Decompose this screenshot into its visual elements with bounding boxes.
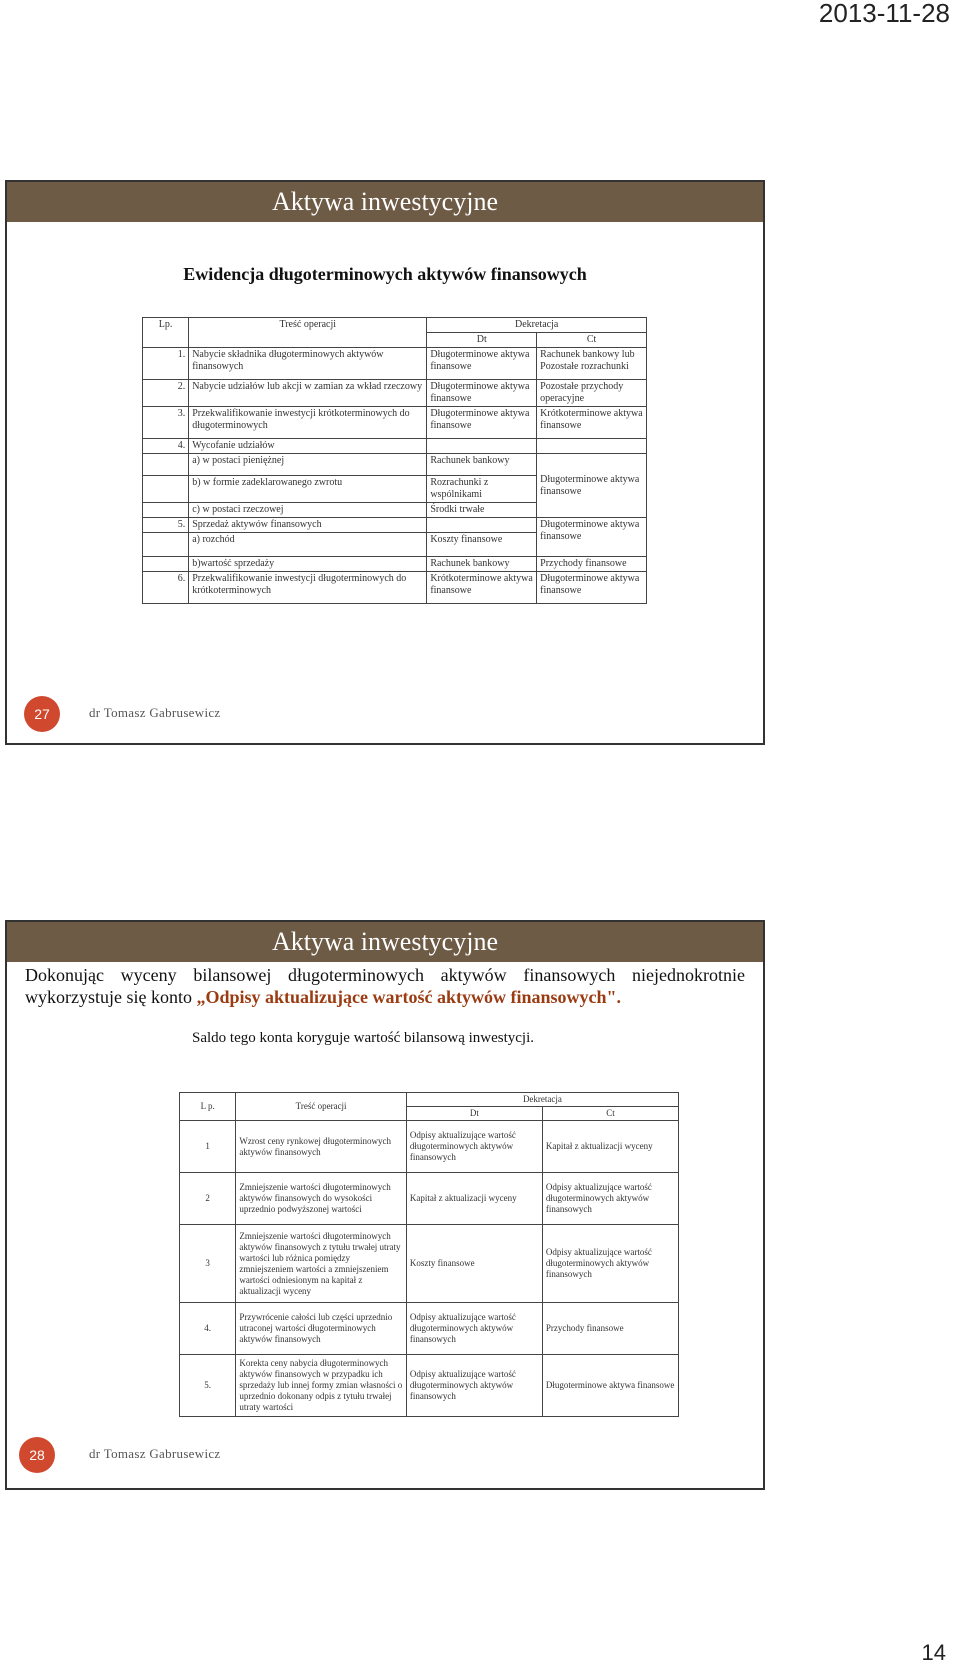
table-row [143,518,647,533]
author-name: dr Tomasz Gabrusewicz [89,705,221,720]
row-tresc: Przywrócenie całości lub części uprzednio utraconej wartości długoterminowych aktywów finansowych [236,1303,407,1355]
row-lp: 5. [180,1355,236,1417]
row-tresc: Zmniejszenie wartości długoterminowych aktywów finansowych do wysokości uprzednio podwyższonej wartości [236,1173,407,1225]
row-ct: Odpisy aktualizujące wartość długoterminowych aktywów finansowych [542,1173,678,1225]
row-lp: 4. [180,1303,236,1355]
table-row [180,1225,679,1303]
row-lp [143,533,189,557]
row-dt: Rozrachunki z wspólnikami [427,476,537,503]
col-tresc-header: Treść operacji [236,1093,407,1121]
row-tresc: Przekwalifikowanie inwestycji długoterminowych do krótkoterminowych [189,572,427,604]
slide-title: Aktywa inwestycyjne [7,182,763,222]
slide-28 [5,920,765,1490]
table-row [180,1303,679,1355]
row-lp [143,476,189,503]
row-dt: Koszty finansowe [427,533,537,557]
intro-highlight: „Odpisy aktualizujące wartość aktywów finansowych". [196,987,621,1007]
page-number: 14 [921,1640,946,1665]
row-lp: 3. [143,407,189,439]
row-ct: Przychody finansowe [542,1303,678,1355]
row-dt: Długoterminowe aktywa finansowe [427,348,537,380]
row-ct: Pozostałe przychody operacyjne [537,380,647,407]
journal-entries-table [142,317,647,604]
row-lp: 4. [143,439,189,454]
table-row [143,454,647,476]
slide-27 [5,180,765,745]
row-dt: Środki trwałe [427,503,537,518]
table-row [143,380,647,407]
row-dt: Długoterminowe aktywa finansowe [427,407,537,439]
row-tresc: b) w formie zadeklarowanego zwrotu [189,476,427,503]
col-ct-header: Ct [542,1107,678,1121]
table-row [180,1121,679,1173]
row-tresc: Wycofanie udziałów [189,439,427,454]
table-row [143,407,647,439]
row-ct: Długoterminowe aktywa finansowe [542,1355,678,1417]
row-lp [143,454,189,476]
slide-number-badge: 27 [24,696,60,732]
slide-number-badge: 28 [19,1437,55,1473]
row-lp [143,557,189,572]
row-tresc: Nabycie udziałów lub akcji w zamian za wkład rzeczowy [189,380,427,407]
row-lp: 3 [180,1225,236,1303]
row-tresc: a) rozchód [189,533,427,557]
row-lp: 1 [180,1121,236,1173]
page-date: 2013-11-28 [818,0,950,28]
row-tresc: c) w postaci rzeczowej [189,503,427,518]
row-tresc: Korekta ceny nabycia długoterminowych aktywów finansowych w przypadku ich sprzedaży lub innej formy zmian własności o uprzednio dokonany odpis z tytułu trwałej utraty wartości [236,1355,407,1417]
row-dt [427,439,537,454]
table-row [180,1355,679,1417]
row-tresc: Sprzedaż aktywów finansowych [189,518,427,533]
row-tresc: a) w postaci pieniężnej [189,454,427,476]
row-dt: Koszty finansowe [406,1225,542,1303]
row-dt: Odpisy aktualizujące wartość długoterminowych aktywów finansowych [406,1355,542,1417]
row-lp: 5. [143,518,189,533]
row-lp: 2 [180,1173,236,1225]
col-dekretacja-header: Dekretacja [427,318,647,333]
author-name: dr Tomasz Gabrusewicz [89,1446,221,1461]
row-ct: Krótkoterminowe aktywa finansowe [537,407,647,439]
row-dt: Rachunek bankowy [427,454,537,476]
row-dt: Długoterminowe aktywa finansowe [427,380,537,407]
col-dekretacja-header: Dekretacja [406,1093,678,1107]
col-dt-header: Dt [427,333,537,348]
row-dt: Kapitał z aktualizacji wyceny [406,1173,542,1225]
row-tresc: Wzrost ceny rynkowej długoterminowych aktywów finansowych [236,1121,407,1173]
row-tresc: Nabycie składnika długoterminowych aktywów finansowych [189,348,427,380]
slide-subtitle: Ewidencja długoterminowych aktywów finansowych [183,264,587,284]
row-dt: Odpisy aktualizujące wartość długoterminowych aktywów finansowych [406,1303,542,1355]
slide-title: Aktywa inwestycyjne [7,922,763,962]
row-tresc: Przekwalifikowanie inwestycji krótkoterminowych do długoterminowych [189,407,427,439]
row-lp [143,503,189,518]
row-lp: 6. [143,572,189,604]
col-dt-header: Dt [406,1107,542,1121]
row-lp: 1. [143,348,189,380]
row-ct [537,439,647,454]
row-ct: Rachunek bankowy lub Pozostałe rozrachunki [537,348,647,380]
slide-note: Saldo tego konta koryguje wartość bilansową inwestycji. [192,1030,535,1046]
row-dt [427,518,537,533]
row-lp: 2. [143,380,189,407]
table-row [143,557,647,572]
row-ct: Przychody finansowe [537,557,647,572]
slide-intro [25,964,745,1008]
row-dt: Odpisy aktualizujące wartość długoterminowych aktywów finansowych [406,1121,542,1173]
col-lp-header: L p. [180,1093,236,1121]
table-row [180,1173,679,1225]
table-row [143,439,647,454]
table-row [143,572,647,604]
row-ct: Długoterminowe aktywa finansowe [537,518,647,557]
table-row [143,348,647,380]
row-dt: Rachunek bankowy [427,557,537,572]
allowance-entries-table [179,1092,679,1417]
row-ct: Kapitał z aktualizacji wyceny [542,1121,678,1173]
table-header-row [180,1093,679,1107]
table-header-row [143,318,647,333]
row-tresc: Zmniejszenie wartości długoterminowych aktywów finansowych z tytułu trwałej utraty wartości lub różnica pomiędzy zmniejszeniem wartości a zmniejszeniem wartości odniesionym na kapitał z aktualizacji wyceny [236,1225,407,1303]
col-lp-header: Lp. [143,318,189,348]
col-ct-header: Ct [537,333,647,348]
row-ct: Długoterminowe aktywa finansowe [537,572,647,604]
row-tresc: b)wartość sprzedaży [189,557,427,572]
row-ct: Długoterminowe aktywa finansowe [537,454,647,518]
row-ct: Odpisy aktualizujące wartość długoterminowych aktywów finansowych [542,1225,678,1303]
intro-text: Dokonując wyceny bilansowej długoterminowych aktywów finansowych niejednokrotnie wykorzystuje się konto [25,965,745,1007]
row-dt: Krótkoterminowe aktywa finansowe [427,572,537,604]
col-tresc-header: Treść operacji [189,318,427,348]
